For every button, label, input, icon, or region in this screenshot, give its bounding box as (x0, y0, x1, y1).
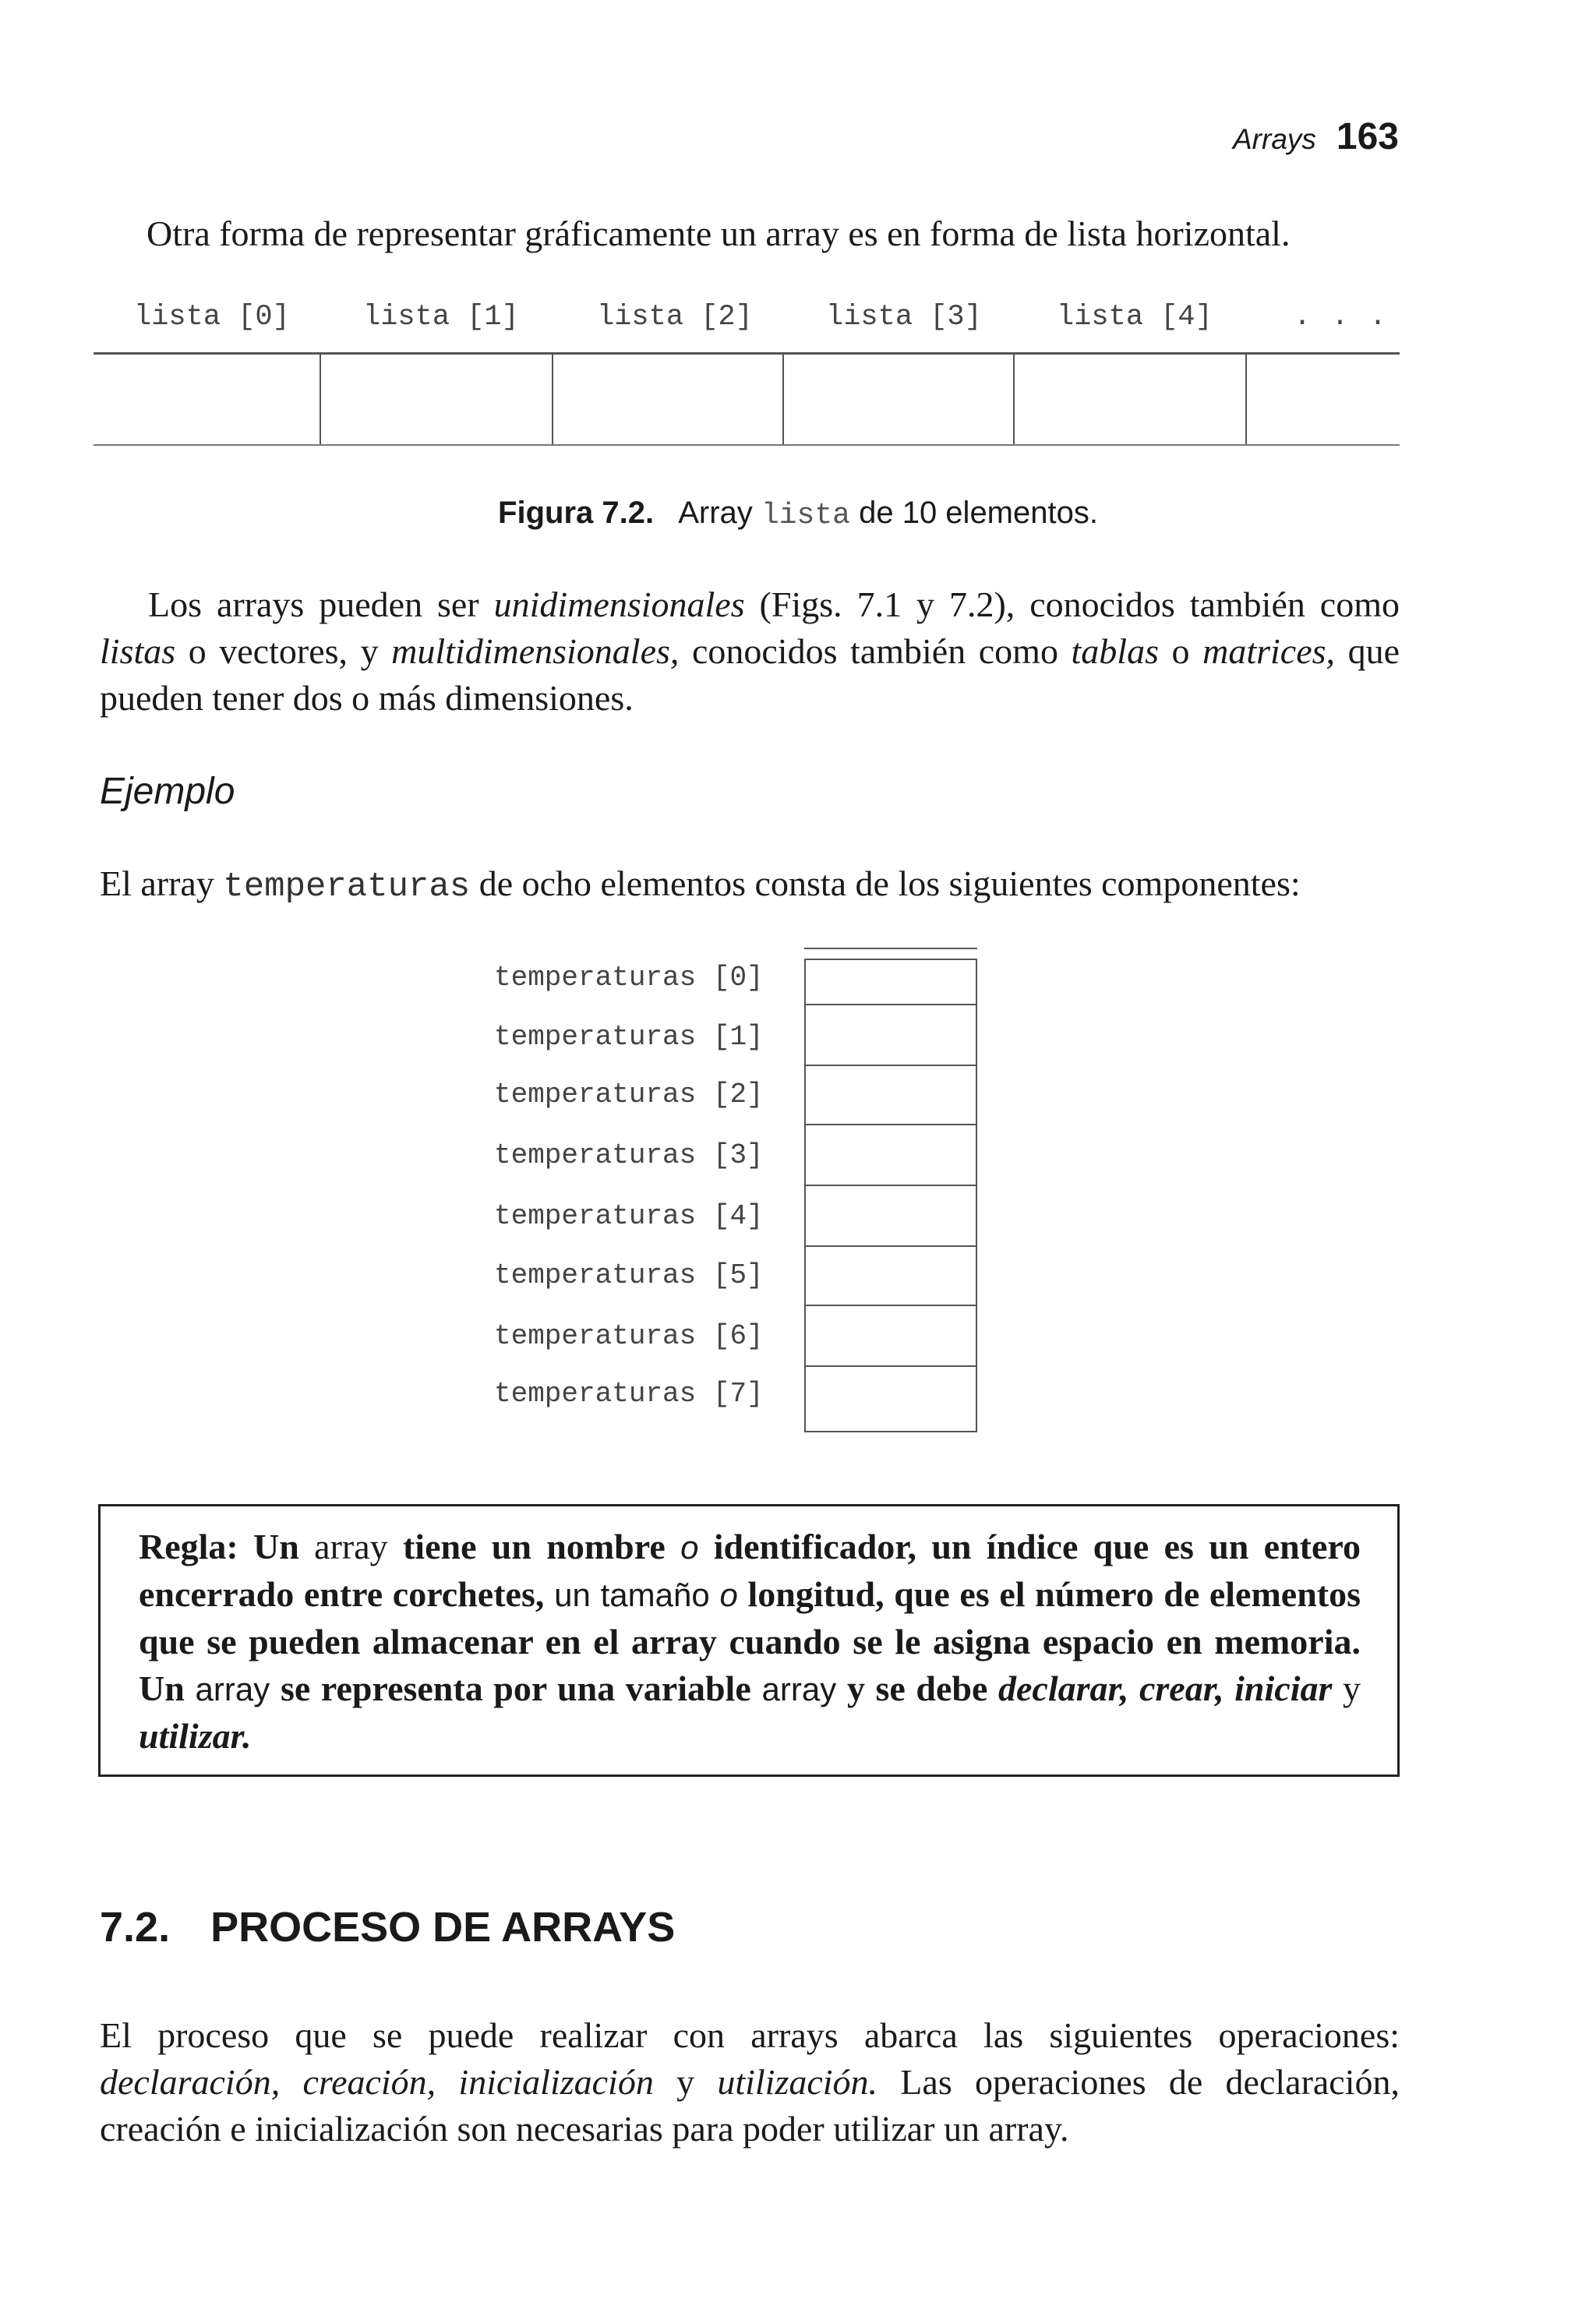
page-number: 163 (1336, 116, 1399, 157)
text-run: se representa por una variable (281, 1669, 751, 1708)
section-number: 7.2. (100, 1904, 171, 1951)
text-run: y (653, 2062, 718, 2102)
temp-label-0: temperaturas [0] (494, 962, 764, 994)
temps-figure-cells (804, 959, 977, 1432)
temp-label-7: temperaturas [7] (494, 1378, 764, 1410)
term-multidimensionales: multidimensionales, (391, 631, 680, 671)
intro-paragraph (147, 210, 1400, 257)
text-run: identificador, un índice que es un entero encerrado entre corchetes, (139, 1527, 1361, 1614)
text-run: tiene un nombre (402, 1527, 681, 1566)
text-run: Las operaciones de declaración, creación e inicialización son necesarias para poder utilizar un array. (100, 2062, 1400, 2149)
ejemplo-paragraph (100, 860, 1400, 910)
list-cell-divider (1013, 355, 1015, 444)
list-label-1: lista [1] (363, 301, 519, 334)
temp-cell-divider (806, 1065, 976, 1066)
text-run: array (750, 1671, 847, 1707)
section-title: PROCESO DE ARRAYS (210, 1904, 676, 1951)
running-header (1233, 115, 1399, 158)
list-label-2: lista [2] (597, 301, 753, 334)
caption-code: lista (761, 499, 850, 532)
text-run: conocidos también como (679, 631, 1072, 671)
dimensions-paragraph (100, 581, 1400, 722)
text-run: El proceso que se puede realizar con arrays abarca las siguientes operaciones: (100, 2015, 1400, 2055)
code-temperaturas: temperaturas (223, 867, 471, 906)
temp-cell-divider (806, 1124, 976, 1125)
term-unidimensionales: unidimensionales (493, 584, 745, 624)
rule-verbs: declarar, crear, iniciar (998, 1669, 1333, 1708)
text-run: o vectores, y (175, 631, 392, 671)
temp-label-2: temperaturas [2] (494, 1079, 764, 1111)
term-tablas: tablas (1071, 631, 1159, 671)
intro-text: Otra forma de representar gráficamente un array es en forma de lista horizontal. (147, 214, 1291, 253)
list-label-3: lista [3] (826, 301, 982, 334)
list-label-4: lista [4] (1057, 301, 1213, 334)
process-operations: declaración, creación, inicialización (100, 2062, 654, 2102)
list-ellipsis: . . . (1294, 301, 1389, 334)
rule-verb-utilizar: utilizar. (139, 1716, 252, 1756)
text-run: y se debe (846, 1669, 999, 1708)
text-run: o (719, 1577, 738, 1613)
temp-cell-divider (806, 1245, 976, 1247)
list-cell-divider (782, 355, 784, 444)
temp-cell-divider (806, 1305, 976, 1306)
section-heading (100, 1903, 675, 1951)
caption-post: de 10 elementos. (859, 496, 1098, 530)
temp-label-5: temperaturas [5] (494, 1259, 764, 1291)
text-run: o (1158, 631, 1203, 671)
temps-top-rule (804, 948, 977, 949)
list-label-0: lista [0] (134, 301, 290, 334)
figure-caption (0, 496, 1596, 532)
temp-label-1: temperaturas [1] (494, 1021, 764, 1053)
temp-cell-divider (806, 1004, 976, 1005)
temp-label-3: temperaturas [3] (494, 1139, 764, 1171)
list-cell-divider (1245, 355, 1247, 444)
text-run: Los arrays pueden ser (148, 584, 494, 624)
rule-label: Regla: Un (139, 1527, 299, 1566)
text-run: de ocho elementos consta de los siguientes componentes: (470, 863, 1301, 903)
process-utilizacion: utilización. (717, 2062, 878, 2102)
temp-cell-divider (806, 1365, 976, 1367)
ejemplo-heading: Ejemplo (100, 771, 235, 812)
term-matrices: matrices, (1202, 631, 1336, 671)
temp-cell-divider (806, 1185, 976, 1186)
text-run: y (1332, 1669, 1361, 1708)
text-run: un tamaño (544, 1577, 720, 1613)
term-listas: listas (100, 631, 176, 671)
list-cell-divider (320, 355, 321, 444)
text-run: array (184, 1671, 281, 1707)
temp-label-4: temperaturas [4] (494, 1200, 764, 1232)
running-title: Arrays (1233, 123, 1316, 155)
text-run: que pueden tener dos o más dimensiones. (100, 631, 1400, 718)
text-run: o (680, 1529, 699, 1566)
list-cell-divider (552, 355, 553, 444)
list-figure-cells (94, 352, 1400, 446)
text-run: El array (100, 863, 224, 903)
text-run: longitud, que es el número de elementos que se pueden almacenar en el array cuando se le asigna espacio en memoria. Un (139, 1574, 1361, 1708)
caption-pre: Array (678, 496, 753, 530)
list-figure-labels (94, 301, 1400, 340)
text-run: (Figs. 7.1 y 7.2), conocidos también como (744, 584, 1400, 624)
process-paragraph (100, 2012, 1400, 2152)
rule-text (139, 1524, 1361, 1760)
temp-label-6: temperaturas [6] (494, 1320, 764, 1352)
figure-label: Figura 7.2. (498, 496, 655, 530)
text-run: array (298, 1527, 403, 1566)
